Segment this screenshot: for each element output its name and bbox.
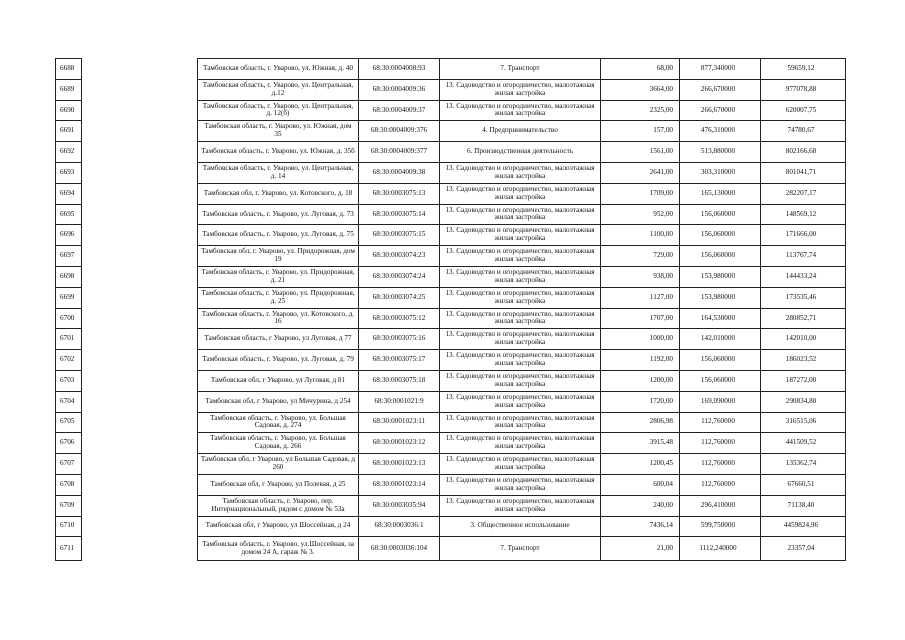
table-row (56, 516, 846, 537)
cadastral-value-cell: 441509,52 (761, 433, 846, 454)
area-cell: 1707,00 (601, 308, 680, 329)
row-number: 6689 (56, 79, 82, 100)
area-cell: 2641,00 (601, 162, 680, 183)
address-cell: Тамбовская область, г Уварово, ул Луговая, д 77 (198, 329, 359, 350)
address-cell: Тамбовская область, г. Уварово, ул. Центральная, д.12 (198, 79, 359, 100)
table-row (56, 142, 846, 163)
cadastral-value-cell: 280852,71 (761, 308, 846, 329)
land-use-cell: 13. Садоводство и огородничество, малоэтажная жилая застройка (440, 370, 601, 391)
specific-value-cell: 877,340000 (680, 59, 761, 80)
row-number: 6709 (56, 495, 82, 516)
area-cell: 21,00 (601, 537, 680, 561)
cadastral-value-cell: 801041,71 (761, 162, 846, 183)
address-cell: Тамбовская обл, г Уварово, ул Шоссейная, д 24 (198, 516, 359, 537)
row-number: 6701 (56, 329, 82, 350)
specific-value-cell: 599,750000 (680, 516, 761, 537)
cadastral-number-cell: 68:30:0004009:36 (359, 79, 440, 100)
specific-value-cell: 156,060000 (680, 246, 761, 267)
area-cell: 1000,00 (601, 329, 680, 350)
spacer-cell (82, 516, 198, 537)
address-cell: Тамбовская обл, г Уварово, ул Луговая, д 81 (198, 370, 359, 391)
specific-value-cell: 153,980000 (680, 266, 761, 287)
spacer-cell (82, 183, 198, 204)
cadastral-value-cell: 290834,80 (761, 391, 846, 412)
cadastral-number-cell: 68:30:0003036:1 (359, 516, 440, 537)
address-cell: Тамбовская область, г. Уварово, ул. Придорожная, д. 21 (198, 266, 359, 287)
spacer-cell (82, 121, 198, 142)
cadastral-number-cell: 68:30:0003075:12 (359, 308, 440, 329)
spacer-cell (82, 162, 198, 183)
area-cell: 938,00 (601, 266, 680, 287)
spacer-cell (82, 537, 198, 561)
cadastral-number-cell: 68:30:0003074:23 (359, 246, 440, 267)
cadastral-value-cell: 113767,74 (761, 246, 846, 267)
specific-value-cell: 1112,240000 (680, 537, 761, 561)
land-use-cell: 13. Садоводство и огородничество, малоэтажная жилая застройка (440, 183, 601, 204)
spacer-cell (82, 79, 198, 100)
cadastral-number-cell: 68:30:0003075:18 (359, 370, 440, 391)
address-cell: Тамбовская область, г. Уварово, ул. Южная, д. 40 (198, 59, 359, 80)
cadastral-value-table (55, 58, 846, 561)
row-number: 6688 (56, 59, 82, 80)
specific-value-cell: 156,060000 (680, 204, 761, 225)
specific-value-cell: 169,090000 (680, 391, 761, 412)
table-row (56, 350, 846, 371)
spacer-cell (82, 391, 198, 412)
spacer-cell (82, 370, 198, 391)
row-number: 6710 (56, 516, 82, 537)
cadastral-value-cell: 142010,00 (761, 329, 846, 350)
cadastral-number-cell: 68:30:0004009:38 (359, 162, 440, 183)
area-cell: 1709,00 (601, 183, 680, 204)
land-use-cell: 13. Садоводство и огородничество, малоэтажная жилая застройка (440, 79, 601, 100)
area-cell: 1720,00 (601, 391, 680, 412)
cadastral-value-cell: 71138,40 (761, 495, 846, 516)
cadastral-number-cell: 68:30:0001023:12 (359, 433, 440, 454)
cadastral-number-cell: 68:30:0003036:104 (359, 537, 440, 561)
row-number: 6690 (56, 100, 82, 121)
address-cell: Тамбовская обл, г Уварово, ул Большая Садовая, д 260 (198, 454, 359, 475)
specific-value-cell: 513,880000 (680, 142, 761, 163)
area-cell: 2325,00 (601, 100, 680, 121)
specific-value-cell: 303,310000 (680, 162, 761, 183)
row-number: 6694 (56, 183, 82, 204)
area-cell: 1561,00 (601, 142, 680, 163)
row-number: 6697 (56, 246, 82, 267)
spacer-cell (82, 142, 198, 163)
land-use-cell: 13. Садоводство и огородничество, малоэтажная жилая застройка (440, 391, 601, 412)
spacer-cell (82, 412, 198, 433)
area-cell: 7436,14 (601, 516, 680, 537)
specific-value-cell: 112,760000 (680, 454, 761, 475)
spacer-cell (82, 246, 198, 267)
table-row (56, 495, 846, 516)
spacer-cell (82, 433, 198, 454)
address-cell: Тамбовская область, г. Уварово, ул. Большая Садовая, д. 266 (198, 433, 359, 454)
cadastral-number-cell: 68:30:0003074:24 (359, 266, 440, 287)
spacer-cell (82, 266, 198, 287)
land-use-cell: 13. Садоводство и огородничество, малоэтажная жилая застройка (440, 454, 601, 475)
area-cell: 3664,00 (601, 79, 680, 100)
table-row (56, 266, 846, 287)
cadastral-value-cell: 282207,17 (761, 183, 846, 204)
address-cell: Тамбовская область, г. Уварово, пер. Интернациональный, рядом с домом № 53а (198, 495, 359, 516)
area-cell: 952,00 (601, 204, 680, 225)
land-use-cell: 13. Садоводство и огородничество, малоэтажная жилая застройка (440, 350, 601, 371)
area-cell: 3915,48 (601, 433, 680, 454)
table-row (56, 225, 846, 246)
area-cell: 2806,98 (601, 412, 680, 433)
row-number: 6699 (56, 287, 82, 308)
cadastral-value-cell: 67660,51 (761, 474, 846, 495)
address-cell: Тамбовская обл, г Уварово, ул Полевая, д 25 (198, 474, 359, 495)
spacer-cell (82, 350, 198, 371)
row-number: 6705 (56, 412, 82, 433)
address-cell: Тамбовская область, г. Уварово, ул. Южная, д. 35б (198, 142, 359, 163)
land-use-cell: 4. Предпринимательство (440, 121, 601, 142)
table-row (56, 412, 846, 433)
row-number: 6707 (56, 454, 82, 475)
table-row (56, 308, 846, 329)
specific-value-cell: 156,060000 (680, 370, 761, 391)
area-cell: 600,04 (601, 474, 680, 495)
area-cell: 1127,00 (601, 287, 680, 308)
address-cell: Тамбовская область, г. Уварово, ул. Южная, дом 35 (198, 121, 359, 142)
table-row (56, 433, 846, 454)
row-number: 6711 (56, 537, 82, 561)
cadastral-number-cell: 68:30:0003035:94 (359, 495, 440, 516)
table-row (56, 474, 846, 495)
spacer-cell (82, 329, 198, 350)
spacer-cell (82, 495, 198, 516)
address-cell: Тамбовская область, г. Уварово, ул. Большая Садовая, д. 274 (198, 412, 359, 433)
cadastral-value-cell: 171666,00 (761, 225, 846, 246)
spacer-cell (82, 100, 198, 121)
land-use-cell: 6. Производственная деятельность (440, 142, 601, 163)
land-use-cell: 13. Садоводство и огородничество, малоэтажная жилая застройка (440, 287, 601, 308)
address-cell: Тамбовская область, г. Уварово, ул. Луговая, д. 73 (198, 204, 359, 225)
specific-value-cell: 142,010000 (680, 329, 761, 350)
table-row (56, 246, 846, 267)
area-cell: 1200,00 (601, 370, 680, 391)
specific-value-cell: 153,980000 (680, 287, 761, 308)
table-row (56, 79, 846, 100)
row-number: 6704 (56, 391, 82, 412)
land-use-cell: 13. Садоводство и огородничество, малоэтажная жилая застройка (440, 474, 601, 495)
spacer-cell (82, 308, 198, 329)
row-number: 6696 (56, 225, 82, 246)
area-cell: 1192,00 (601, 350, 680, 371)
specific-value-cell: 296,410000 (680, 495, 761, 516)
row-number: 6698 (56, 266, 82, 287)
land-use-cell: 13. Садоводство и огородничество, малоэтажная жилая застройка (440, 412, 601, 433)
land-use-cell: 13. Садоводство и огородничество, малоэтажная жилая застройка (440, 308, 601, 329)
land-use-cell: 7. Транспорт (440, 59, 601, 80)
row-number: 6703 (56, 370, 82, 391)
address-cell: Тамбовская обл, г. Уварово, ул. Котовского, д. 18 (198, 183, 359, 204)
table-row (56, 287, 846, 308)
land-use-cell: 13. Садоводство и огородничество, малоэтажная жилая застройка (440, 100, 601, 121)
spacer-cell (82, 59, 198, 80)
cadastral-value-cell: 173535,46 (761, 287, 846, 308)
row-number: 6692 (56, 142, 82, 163)
cadastral-number-cell: 68:30:0004008:93 (359, 59, 440, 80)
area-cell: 240,00 (601, 495, 680, 516)
specific-value-cell: 156,060000 (680, 350, 761, 371)
area-cell: 729,00 (601, 246, 680, 267)
cadastral-value-cell: 4459824,96 (761, 516, 846, 537)
table-row (56, 121, 846, 142)
cadastral-value-cell: 74780,67 (761, 121, 846, 142)
row-number: 6693 (56, 162, 82, 183)
cadastral-number-cell: 68:30:0001021:9 (359, 391, 440, 412)
cadastral-number-cell: 68:30:0004009:376 (359, 121, 440, 142)
table-row (56, 537, 846, 561)
land-use-cell: 13. Садоводство и огородничество, малоэтажная жилая застройка (440, 329, 601, 350)
cadastral-value-cell: 23357,04 (761, 537, 846, 561)
cadastral-value-cell: 316515,06 (761, 412, 846, 433)
table-row (56, 162, 846, 183)
cadastral-number-cell: 68:30:0004009:37 (359, 100, 440, 121)
cadastral-value-cell: 620007,75 (761, 100, 846, 121)
table-row (56, 183, 846, 204)
cadastral-number-cell: 68:30:0001023:14 (359, 474, 440, 495)
area-cell: 1100,00 (601, 225, 680, 246)
land-use-cell: 13. Садоводство и огородничество, малоэтажная жилая застройка (440, 162, 601, 183)
address-cell: Тамбовская область, г. Уварово, ул. Луговая, д. 79 (198, 350, 359, 371)
address-cell: Тамбовская область, г. Уварово, ул. Луговая, д. 75 (198, 225, 359, 246)
cadastral-value-cell: 802166,68 (761, 142, 846, 163)
specific-value-cell: 112,760000 (680, 412, 761, 433)
row-number: 6706 (56, 433, 82, 454)
table-row (56, 454, 846, 475)
cadastral-number-cell: 68:30:0003074:25 (359, 287, 440, 308)
land-use-cell: 13. Садоводство и огородничество, малоэтажная жилая застройка (440, 225, 601, 246)
cadastral-number-cell: 68:30:0001023:13 (359, 454, 440, 475)
cadastral-value-cell: 187272,00 (761, 370, 846, 391)
cadastral-number-cell: 68:30:0003075:17 (359, 350, 440, 371)
row-number: 6691 (56, 121, 82, 142)
area-cell: 157,00 (601, 121, 680, 142)
cadastral-value-cell: 186023,52 (761, 350, 846, 371)
cadastral-number-cell: 68:30:0004009:377 (359, 142, 440, 163)
land-use-cell: 7. Транспорт (440, 537, 601, 561)
address-cell: Тамбовская обл, г Уварово, ул Мичурина, д 254 (198, 391, 359, 412)
table-row (56, 59, 846, 80)
specific-value-cell: 156,060000 (680, 225, 761, 246)
spacer-cell (82, 454, 198, 475)
row-number: 6702 (56, 350, 82, 371)
spacer-cell (82, 204, 198, 225)
address-cell: Тамбовская область, г. Уварово, ул. Котовского, д. 16 (198, 308, 359, 329)
row-number: 6700 (56, 308, 82, 329)
specific-value-cell: 112,760000 (680, 474, 761, 495)
spacer-cell (82, 474, 198, 495)
cadastral-value-cell: 135362,74 (761, 454, 846, 475)
table-row (56, 370, 846, 391)
row-number: 6708 (56, 474, 82, 495)
cadastral-number-cell: 68:30:0001023:11 (359, 412, 440, 433)
cadastral-value-cell: 977078,88 (761, 79, 846, 100)
cadastral-number-cell: 68:30:0003075:16 (359, 329, 440, 350)
cadastral-value-cell: 59659,12 (761, 59, 846, 80)
table-body (56, 59, 846, 561)
address-cell: Тамбовская область, г. Уварово, ул. Центральная, д. 14 (198, 162, 359, 183)
specific-value-cell: 164,530000 (680, 308, 761, 329)
spacer-cell (82, 225, 198, 246)
land-use-cell: 13. Садоводство и огородничество, малоэтажная жилая застройка (440, 266, 601, 287)
table-row (56, 391, 846, 412)
table-row (56, 100, 846, 121)
address-cell: Тамбовская обл, г. Уварово, ул. Придорожная, дом 19 (198, 246, 359, 267)
specific-value-cell: 266,670000 (680, 79, 761, 100)
address-cell: Тамбовская область, г. Уварово, ул. Центральная, д. 12(б) (198, 100, 359, 121)
table-row (56, 329, 846, 350)
row-number: 6695 (56, 204, 82, 225)
specific-value-cell: 266,670000 (680, 100, 761, 121)
cadastral-value-cell: 144433,24 (761, 266, 846, 287)
land-use-cell: 13. Садоводство и огородничество, малоэтажная жилая застройка (440, 495, 601, 516)
land-use-cell: 13. Садоводство и огородничество, малоэтажная жилая застройка (440, 246, 601, 267)
land-use-cell: 13. Садоводство и огородничество, малоэтажная жилая застройка (440, 433, 601, 454)
area-cell: 1200,45 (601, 454, 680, 475)
cadastral-value-cell: 148569,12 (761, 204, 846, 225)
address-cell: Тамбовская область, г. Уварово, ул. Придорожная, д. 25 (198, 287, 359, 308)
land-use-cell: 13. Садоводство и огородничество, малоэтажная жилая застройка (440, 204, 601, 225)
address-cell: Тамбовская область, г. Уварово, ул.Шоссейная, за домом 24 А, гараж № 3. (198, 537, 359, 561)
cadastral-number-cell: 68:30:0003075:13 (359, 183, 440, 204)
cadastral-number-cell: 68:30:0003075:15 (359, 225, 440, 246)
specific-value-cell: 112,760000 (680, 433, 761, 454)
specific-value-cell: 476,310000 (680, 121, 761, 142)
table-row (56, 204, 846, 225)
area-cell: 68,00 (601, 59, 680, 80)
specific-value-cell: 165,130000 (680, 183, 761, 204)
cadastral-number-cell: 68:30:0003075:14 (359, 204, 440, 225)
land-use-cell: 3. Общественное использование (440, 516, 601, 537)
spacer-cell (82, 287, 198, 308)
